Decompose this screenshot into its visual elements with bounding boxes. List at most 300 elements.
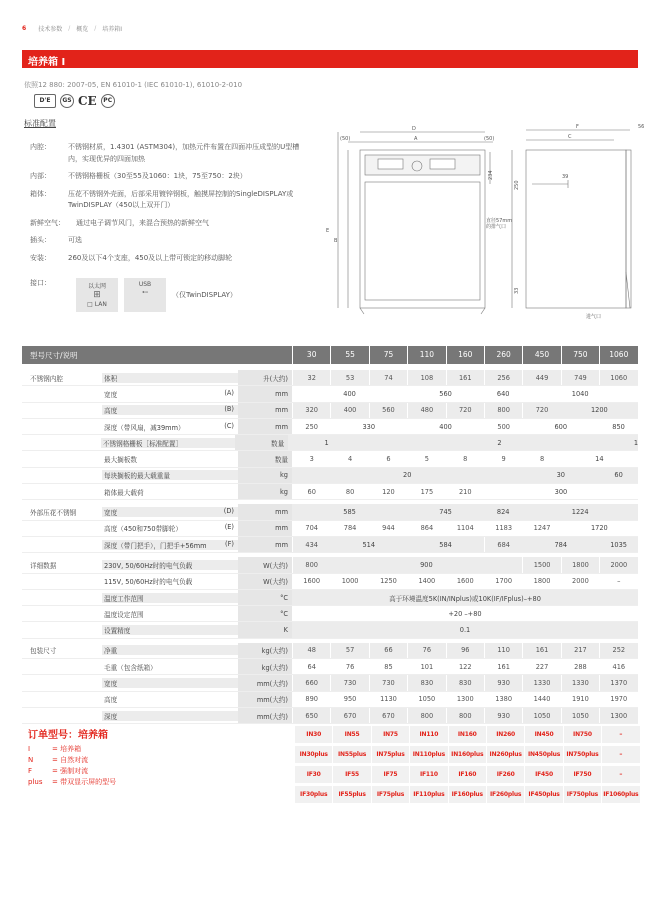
table-cell: 101 [407,659,445,674]
table-cell: 864 [407,521,445,536]
row-name-text: 深度（带门把手），门把手+56mm [104,541,207,550]
table-cell: – [599,574,637,589]
row-values [292,521,638,536]
table-cell: 64 [292,659,330,674]
order-code[interactable]: IN450 [524,726,562,743]
table-cell: 900 [420,560,433,569]
breadcrumb-separator: / [94,25,97,32]
table-cell: 670 [330,708,368,723]
row-unit: kg(大约) [238,659,292,674]
row-group: 详细数据 [30,561,57,570]
row-name-text: 宽度 [104,390,118,399]
table-cell: 830 [446,675,484,690]
table-cell: 1970 [599,692,637,707]
row-values [292,484,638,499]
table-cell: 1050 [561,708,599,723]
spec-item [30,253,300,265]
usb-label: USB [138,281,152,288]
gs-cert-icon: GS [60,94,74,108]
row-name-text: 230V, 50/60Hz时的电气负载 [104,561,193,570]
row-name [102,389,238,399]
table-cell: 650 [292,708,330,723]
spec-item [30,142,300,165]
table-cell: 122 [446,659,484,674]
table-cell: 217 [561,643,599,658]
table-cell: 890 [292,692,330,707]
row-name [102,540,238,550]
row-group: 包装尺寸 [30,647,57,656]
table-cell: 930 [484,708,522,723]
row-values [292,590,638,605]
table-cell: 800 [292,557,330,572]
table-cell: 1000 [330,574,368,589]
dim-250: 250 [514,180,520,190]
table-cell: 944 [369,521,407,536]
row-name [102,711,238,721]
table-cell: 1700 [484,574,522,589]
row-name [102,487,238,497]
row-values [292,403,638,418]
row-name [102,662,238,672]
row-name [102,678,238,688]
table-cell: 930 [484,675,522,690]
page-title: 培养箱 I [22,50,638,68]
table-cell: 96 [446,643,484,658]
table-row [22,606,638,622]
table-cell: 120 [369,484,407,499]
lan-text: LAN [94,301,107,308]
table-cell: 730 [369,675,407,690]
table-cell: 252 [599,643,637,658]
table-cell: 227 [522,659,560,674]
order-code[interactable]: IN160plus [448,746,486,763]
table-cell: 80 [330,484,368,499]
order-code[interactable]: IF450plus [524,786,562,803]
row-name [102,593,238,603]
interfaces-note: （仅TwinDISPLAY） [172,291,237,299]
row-name [102,560,238,570]
table-cell: 76 [330,659,368,674]
order-code[interactable]: IF450 [524,766,562,783]
table-cell: 1500 [522,557,560,572]
dim-50a: (50) [340,136,351,142]
table-cell: 1380 [484,692,522,707]
row-name [102,694,238,704]
row-values [292,659,638,674]
row-name-text: 体积 [104,374,118,383]
row-name [102,625,238,635]
order-row [294,746,640,763]
table-cell: 1910 [561,692,599,707]
table-cell: 400 [439,422,452,431]
inlet-note: 进气口 [586,314,602,320]
row-name-text: 宽度 [104,509,118,518]
row-unit: kg(大约) [238,643,292,658]
table-cell: 850 [612,422,625,431]
row-unit: 数量 [238,451,292,466]
order-code[interactable]: IF160plus [448,786,486,803]
breadcrumb-item[interactable]: 概览 [76,26,89,33]
legend-key: F [28,767,33,775]
table-cell: 1183 [484,521,522,536]
ce-cert-icon: CE [78,94,97,108]
spec-list [30,142,300,270]
lan-label: □ LAN [87,301,107,308]
order-code[interactable]: IN55 [332,726,370,743]
table-row [22,643,638,659]
dim-50b: (50) [484,136,495,142]
spec-item [30,235,300,247]
spec-value: 压花不锈钢外壳面，后部采用镀锌钢板，触摸屏控制的SingleDISPLAY或TwinDISPLAY（450以上双开门） [68,189,294,209]
table-cell: 高于环境温度5K(IN/INplus)或10K(IF/IFplus)–+80 [389,594,541,603]
dim-33: 33 [514,287,520,294]
table-cell: 416 [599,659,637,674]
table-cell: 1060 [599,370,637,385]
table-cell: 1224 [571,508,589,517]
table-cell: 2000 [561,574,599,589]
usb-box [124,278,166,312]
legend-key: plus [28,778,43,786]
row-name [102,454,238,464]
spec-key: 箱体： [30,189,51,198]
table-cell: 74 [369,370,407,385]
model-column-header: 1060 [599,346,637,364]
order-code[interactable]: IF110 [409,766,447,783]
order-code[interactable]: IN160 [448,726,486,743]
table-cell: 4 [330,451,368,466]
table-row [22,557,638,573]
spec-item [30,189,300,212]
order-code[interactable]: IN750 [563,726,601,743]
breadcrumb [22,24,122,33]
row-name-text: 净重 [104,647,118,656]
table-row [22,370,638,386]
table-cell: 53 [330,370,368,385]
row-name [102,470,238,480]
order-code: – [601,746,639,763]
row-letter: (D) [223,507,234,516]
row-values [292,370,638,385]
order-code[interactable]: IF260 [486,766,524,783]
dim-b: B [334,238,338,244]
table-row [22,419,638,435]
row-name-text: 最大搁板数 [104,456,137,465]
row-name-text: 箱体最大载荷 [104,488,144,497]
table-row [22,403,638,419]
table-cell: 600 [554,422,568,431]
row-name-text: 温度工作范围 [104,594,144,603]
order-code: – [601,766,639,783]
table-cell: 500 [484,419,522,434]
order-code[interactable]: IF1060plus [601,786,639,803]
row-unit: °C [238,590,292,605]
table-cell: 1050 [522,708,560,723]
table-row [22,590,638,606]
exhaust-note-1: 直径57mm [486,218,513,224]
row-values [288,435,638,450]
row-values [292,675,638,690]
header-label: 型号尺寸/说明 [30,350,78,360]
table-cell: 250 [292,419,330,434]
legend-key: N [28,756,34,764]
order-code[interactable]: IF30plus [294,786,332,803]
table-cell: 6 [369,451,407,466]
order-title: 订单型号：培养箱 [28,730,108,741]
table-cell: 1600 [292,574,330,589]
ethernet-box [76,278,118,312]
table-cell: 660 [292,675,330,690]
row-values [292,606,638,621]
table-cell: +20 –+80 [448,609,482,618]
table-cell: 1400 [407,574,445,589]
order-code[interactable]: IF55plus [332,786,370,803]
row-unit: mm(大约) [238,675,292,690]
table-cell: 14 [595,455,604,464]
row-unit: °C [238,606,292,621]
table-cell: 8 [522,451,560,466]
table-cell: 400 [343,389,356,398]
table-row [22,675,638,691]
row-unit: W(大约) [238,574,292,589]
row-name [102,523,238,533]
row-letter: (E) [224,523,234,532]
ethernet-icon: ⊞ [93,290,101,300]
table-cell: 640 [496,389,510,398]
row-name-text: 毛重（包含纸箱） [104,663,157,672]
table-header [22,346,638,364]
legend-item [28,755,288,766]
model-column-header: 30 [292,346,330,364]
table-cell: 560 [369,403,407,418]
table-row [22,537,638,553]
row-name-text: 深度 [104,712,118,721]
table-cell: 1300 [446,692,484,707]
legend-key: I [28,745,31,753]
row-name-text: 115V, 50/60Hz时的电气负载 [104,578,193,587]
table-cell: 1300 [599,708,637,723]
table-cell: 514 [362,540,376,549]
table-cell: 704 [292,521,330,536]
table-cell: 1040 [571,389,589,398]
order-code[interactable]: IN110 [409,726,447,743]
order-code[interactable]: IF160 [448,766,486,783]
table-cell: 1330 [561,675,599,690]
spec-value: 不锈钢材质，1.4301 (ASTM304)，加热元件布置在四面冲压成型的U型槽内，实现优异的四面加热 [68,143,300,163]
table-cell: 320 [292,403,330,418]
table-cell: 1130 [369,692,407,707]
dim-56: 56 [638,124,645,130]
table-cell: 1104 [446,521,484,536]
table-row [22,504,638,520]
spec-key: 内部： [30,172,51,180]
table-cell: 1050 [407,692,445,707]
table-cell: 161 [484,659,522,674]
row-name [102,609,238,619]
row-values [292,537,638,552]
table-cell: 108 [407,370,445,385]
row-unit: mm [238,403,292,418]
table-cell: 110 [484,643,522,658]
table-cell: 1440 [522,692,560,707]
table-row [22,521,638,537]
table-cell: 210 [446,484,484,499]
model-column-header: 750 [561,346,599,364]
row-values [292,622,638,637]
pc-cert-icon: PC [101,94,115,108]
row-group: 外部压花不锈钢 [30,509,77,518]
model-column-header: 55 [330,346,368,364]
row-unit: mm [238,504,292,519]
table-cell: 1600 [446,574,484,589]
table-cell: 60 [614,471,623,480]
legend-value: = 培养箱 [52,745,82,753]
spec-value: 通过电子调节风门，来混合预热的新鲜空气 [76,218,209,227]
row-unit: 数量 [235,435,288,450]
table-row [22,692,638,708]
row-name-text: 高度 [104,696,118,705]
table-cell: 2 [497,438,502,447]
table-cell: 824 [496,508,510,517]
order-row [294,726,640,743]
order-code[interactable]: IN260 [486,726,524,743]
table-row [22,708,638,724]
table-row [22,484,638,500]
table-row [22,386,638,402]
table-cell: 30 [556,471,565,480]
row-name [102,373,238,383]
row-name-text: 温度设定范围 [104,610,144,619]
side-view [512,130,631,308]
order-code: – [601,726,639,743]
row-name-text: 不锈钢格栅板［标准配置］ [102,439,183,448]
order-code[interactable]: IF110plus [409,786,447,803]
order-code[interactable]: IF30 [294,766,332,783]
row-unit: W(大约) [238,557,292,572]
table-cell: 9 [484,451,522,466]
row-values [292,643,638,658]
spec-value: 可选 [68,236,82,244]
row-name [102,405,238,415]
usb-icon: ⭪ [141,288,149,298]
order-code[interactable]: IF750 [563,766,601,783]
table-row [22,468,638,484]
table-row [22,451,638,467]
table-cell: 1800 [561,557,599,572]
model-column-header: 450 [522,346,560,364]
order-code[interactable]: IN75plus [371,746,409,763]
order-code[interactable]: IN750plus [563,746,601,763]
table-row [22,659,638,675]
model-column-header: 110 [407,346,445,364]
model-column-header: 160 [446,346,484,364]
spec-key: 安装： [30,253,51,262]
order-code[interactable]: IN55plus [332,746,370,763]
legend-item [28,777,288,788]
table-cell: 288 [561,659,599,674]
order-code[interactable]: IF75plus [371,786,409,803]
certification-logos [34,94,115,108]
table-cell: 745 [439,508,452,517]
table-cell: 2000 [599,557,637,572]
order-code[interactable]: IN260plus [486,746,524,763]
row-letter: (C) [224,421,234,430]
table-cell: 0.1 [459,626,471,635]
table-cell: 720 [522,403,560,418]
table-row [22,435,638,451]
order-code[interactable]: IN75 [371,726,409,743]
order-code[interactable]: IN30plus [294,746,332,763]
order-code[interactable]: IN110plus [409,746,447,763]
legend-value: = 自然对流 [52,756,89,764]
spec-item [30,171,300,183]
de-cert-icon: D'E [34,94,56,108]
row-values [292,692,638,707]
standards-text: 依照12 880: 2007-05, EN 61010-1 (IEC 61010-1), 61010-2-010 [24,81,243,89]
row-values [292,574,638,589]
breadcrumb-item[interactable]: 培养箱I [102,26,123,33]
breadcrumb-item[interactable]: 技术参数 [38,26,63,33]
order-code[interactable]: IF750plus [563,786,601,803]
order-code[interactable]: IN450plus [524,746,562,763]
table-cell: 161 [446,370,484,385]
row-letter: (A) [224,388,234,397]
row-name-text: 高度 [104,407,118,416]
row-name-text: 设置精度 [104,627,131,636]
row-values [292,386,638,401]
dim-39: 39 [562,174,569,180]
spec-key: 插头： [30,236,51,244]
page-number: 6 [22,25,27,32]
order-code[interactable]: IN30 [294,726,332,743]
order-code[interactable]: IF55 [332,766,370,783]
table-cell: 830 [407,675,445,690]
table-cell: 32 [292,370,330,385]
spec-value: 260及以下4个支座，450及以上带可锁定的移动脚轮 [68,253,233,262]
table-cell: 76 [407,643,445,658]
dim-d: D [412,126,416,132]
row-name [102,422,238,432]
table-cell: 3 [292,451,330,466]
row-values [292,419,638,434]
order-code[interactable]: IF75 [371,766,409,783]
table-cell: 300 [554,487,568,496]
row-name-text: 每块搁板的最大载重量 [104,472,170,481]
dim-e: E [326,228,330,234]
table-cell: 950 [330,692,368,707]
table-cell: 800 [446,708,484,723]
order-code[interactable]: IF260plus [486,786,524,803]
row-unit: mm [238,537,292,552]
row-unit: 升(大约) [238,370,292,385]
table-cell: 585 [343,508,356,517]
row-unit: K [238,622,292,637]
table-cell: 1720 [590,524,608,533]
table-cell: 60 [292,484,330,499]
table-cell: 175 [407,484,445,499]
row-name [102,576,238,586]
row-values [292,504,638,519]
table-cell: 1370 [599,675,637,690]
table-cell: 784 [554,540,568,549]
table-cell: 1 [633,438,639,447]
row-name [102,507,238,517]
row-unit: mm [238,419,292,434]
table-cell: 1800 [522,574,560,589]
table-cell: 57 [330,643,368,658]
front-view [338,132,493,314]
order-model-grid [294,726,640,806]
row-values [292,557,638,572]
